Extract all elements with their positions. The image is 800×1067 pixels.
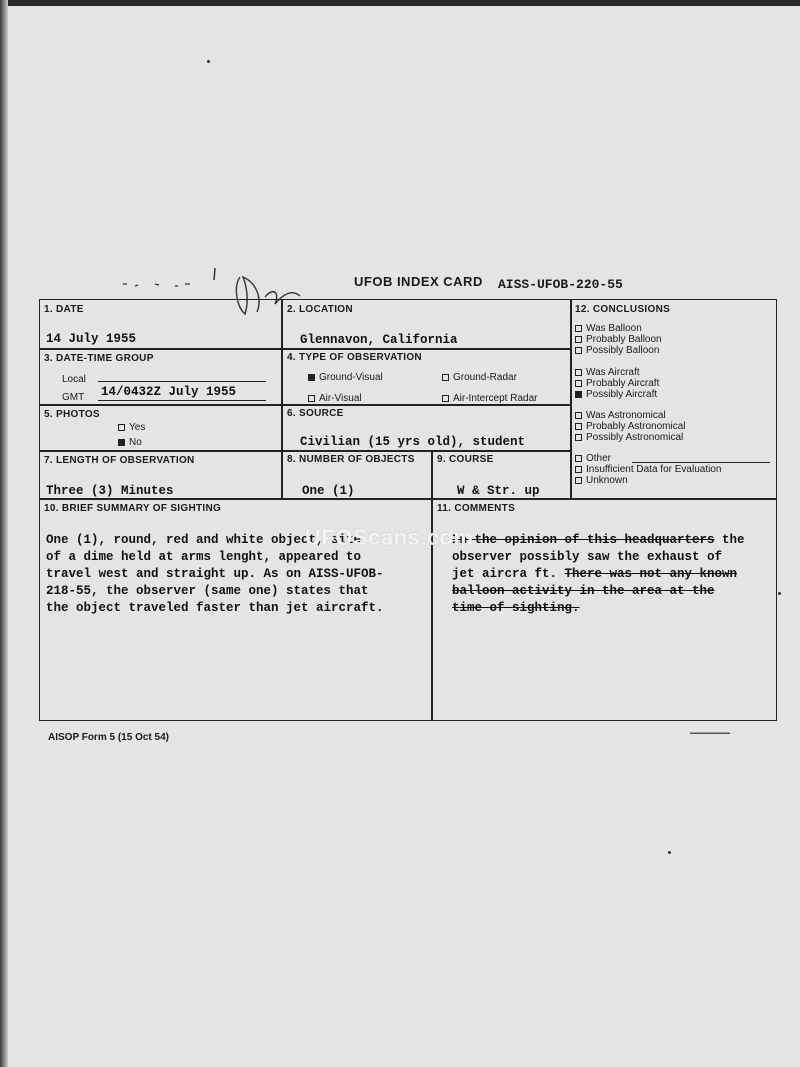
watermark: UFOScans.com	[305, 525, 474, 550]
photos-no-option[interactable]	[118, 437, 142, 448]
conclusion-was-balloon[interactable]	[575, 323, 642, 334]
conclusion-checkbox-checked[interactable]	[575, 391, 582, 398]
air-intercept-checkbox[interactable]	[442, 395, 449, 402]
divider-row3	[40, 450, 571, 452]
conclusion-checkbox[interactable]	[575, 466, 582, 473]
conclusions-label: 12. CONCLUSIONS	[575, 304, 671, 315]
conclusion-possibly-astronomical[interactable]	[575, 432, 683, 443]
conclusion-checkbox[interactable]	[575, 412, 582, 419]
conclusion-possibly-aircraft[interactable]	[575, 389, 657, 400]
summary-line: 218-55, the observer (same one) states that	[46, 584, 369, 598]
conclusion-text: Probably Astronomical	[586, 421, 686, 432]
conclusion-unknown[interactable]	[575, 475, 628, 486]
conclusion-was-aircraft[interactable]	[575, 367, 640, 378]
summary-label: 10. BRIEF SUMMARY OF SIGHTING	[44, 503, 222, 514]
gmt-line	[98, 400, 266, 401]
conclusion-text: Insufficient Data for Evaluation	[586, 464, 722, 475]
conclusion-text: Possibly Astronomical	[586, 432, 684, 443]
conclusion-text: Probably Balloon	[586, 334, 662, 345]
divider-col3	[431, 451, 433, 720]
conclusion-probably-balloon[interactable]	[575, 334, 662, 345]
num-objects-value: One (1)	[302, 484, 355, 498]
photos-yes-option[interactable]	[118, 422, 145, 433]
conclusion-checkbox[interactable]	[575, 347, 582, 354]
photos-no-text: No	[129, 437, 142, 448]
photos-yes-text: Yes	[129, 422, 146, 433]
divider-col1	[281, 300, 283, 499]
type-obs-label: 4. TYPE OF OBSERVATION	[287, 352, 422, 363]
comments-text-fragment: the	[714, 533, 745, 547]
conclusion-probably-aircraft[interactable]	[575, 378, 659, 389]
summary-line: the object traveled faster than jet aircraft.	[46, 601, 384, 615]
conclusion-possibly-balloon[interactable]	[575, 345, 659, 356]
location-value: Glennavon, California	[300, 333, 458, 347]
air-visual-checkbox[interactable]	[308, 395, 315, 402]
divider-col2	[570, 300, 572, 499]
conclusion-checkbox[interactable]	[575, 325, 582, 332]
source-label: 6. SOURCE	[287, 408, 344, 419]
photos-no-checkbox[interactable]	[118, 439, 125, 446]
divider-row1	[40, 348, 571, 350]
summary-line: of a dime held at arms lenght, appeared to	[46, 550, 362, 564]
source-value: Civilian (15 yrs old), student	[300, 435, 526, 449]
air-intercept-text: Air-Intercept Radar	[453, 393, 538, 404]
summary-line: travel west and straight up. As on AISS-UFOB-	[46, 567, 384, 581]
conclusion-other[interactable]	[575, 453, 611, 464]
form-number: AISOP Form 5 (15 Oct 54)	[48, 732, 169, 743]
printer-mark: ▬▬▬▬▬▬▬▬	[690, 730, 730, 736]
scan-edge-top	[0, 0, 800, 6]
conclusion-text: Probably Aircraft	[586, 378, 660, 389]
conclusion-checkbox[interactable]	[575, 477, 582, 484]
course-value: W & Str. up	[457, 484, 540, 498]
length-value: Three (3) Minutes	[46, 484, 174, 498]
summary-line: One (1), round, red and white object, size	[46, 533, 362, 547]
conclusion-text: Other	[586, 453, 612, 464]
scan-speck	[778, 592, 781, 595]
dtg-label: 3. DATE-TIME GROUP	[44, 353, 154, 364]
length-label: 7. LENGTH OF OBSERVATION	[44, 455, 195, 466]
divider-row2	[40, 404, 571, 406]
ground-radar-option[interactable]	[442, 372, 517, 383]
ground-radar-checkbox[interactable]	[442, 374, 449, 381]
other-line	[632, 462, 770, 463]
conclusion-text: Was Aircraft	[586, 367, 640, 378]
card-number: AISS-UFOB-220-55	[498, 277, 623, 292]
num-objects-label: 8. NUMBER OF OBJECTS	[287, 454, 415, 465]
conclusion-text: Possibly Aircraft	[586, 389, 658, 400]
air-visual-text: Air-Visual	[319, 393, 362, 404]
conclusion-checkbox[interactable]	[575, 434, 582, 441]
conclusion-text: Unknown	[586, 475, 628, 486]
card-title: UFOB INDEX CARD	[354, 274, 483, 289]
conclusion-checkbox[interactable]	[575, 380, 582, 387]
date-value: 14 July 1955	[46, 332, 137, 346]
date-label: 1. DATE	[44, 304, 84, 315]
comments-struck-line: time of sighting.	[452, 601, 580, 615]
conclusion-probably-astronomical[interactable]	[575, 421, 686, 432]
comments-struck-line: balloon activity in the area at the	[452, 584, 715, 598]
scan-edge-left	[0, 0, 8, 1067]
conclusion-checkbox[interactable]	[575, 423, 582, 430]
air-visual-option[interactable]	[308, 393, 362, 404]
ground-visual-option[interactable]	[308, 372, 383, 383]
photos-yes-checkbox[interactable]	[118, 424, 125, 431]
divider-row4	[40, 498, 776, 500]
comments-struck-text: There was not any known	[564, 567, 738, 581]
comments-text	[452, 532, 745, 617]
photos-label: 5. PHOTOS	[44, 409, 100, 420]
local-line	[98, 381, 266, 382]
ground-visual-text: Ground-Visual	[319, 372, 383, 383]
location-label: 2. LOCATION	[287, 304, 353, 315]
comments-text-fragment: jet aircra ft.	[452, 567, 565, 581]
ground-visual-checkbox[interactable]	[308, 374, 315, 381]
conclusion-text: Was Balloon	[586, 323, 642, 334]
conclusion-checkbox[interactable]	[575, 455, 582, 462]
conclusion-checkbox[interactable]	[575, 369, 582, 376]
comments-label: 11. COMMENTS	[437, 503, 516, 514]
comments-struck-text: In the opinion of this headquarters	[452, 533, 715, 547]
scan-speck	[207, 60, 210, 63]
gmt-label: GMT	[62, 392, 85, 403]
conclusion-was-astronomical[interactable]	[575, 410, 666, 421]
conclusion-insufficient-data[interactable]	[575, 464, 721, 475]
conclusion-text: Was Astronomical	[586, 410, 666, 421]
local-label: Local	[62, 374, 86, 385]
course-label: 9. COURSE	[437, 454, 494, 465]
gmt-value: 14/0432Z July 1955	[101, 385, 237, 399]
air-intercept-option[interactable]	[442, 393, 537, 404]
scan-speck	[668, 851, 671, 854]
comments-line: observer possibly saw the exhaust of	[452, 550, 723, 564]
ground-radar-text: Ground-Radar	[453, 372, 517, 383]
conclusion-checkbox[interactable]	[575, 336, 582, 343]
conclusion-text: Possibly Balloon	[586, 345, 660, 356]
